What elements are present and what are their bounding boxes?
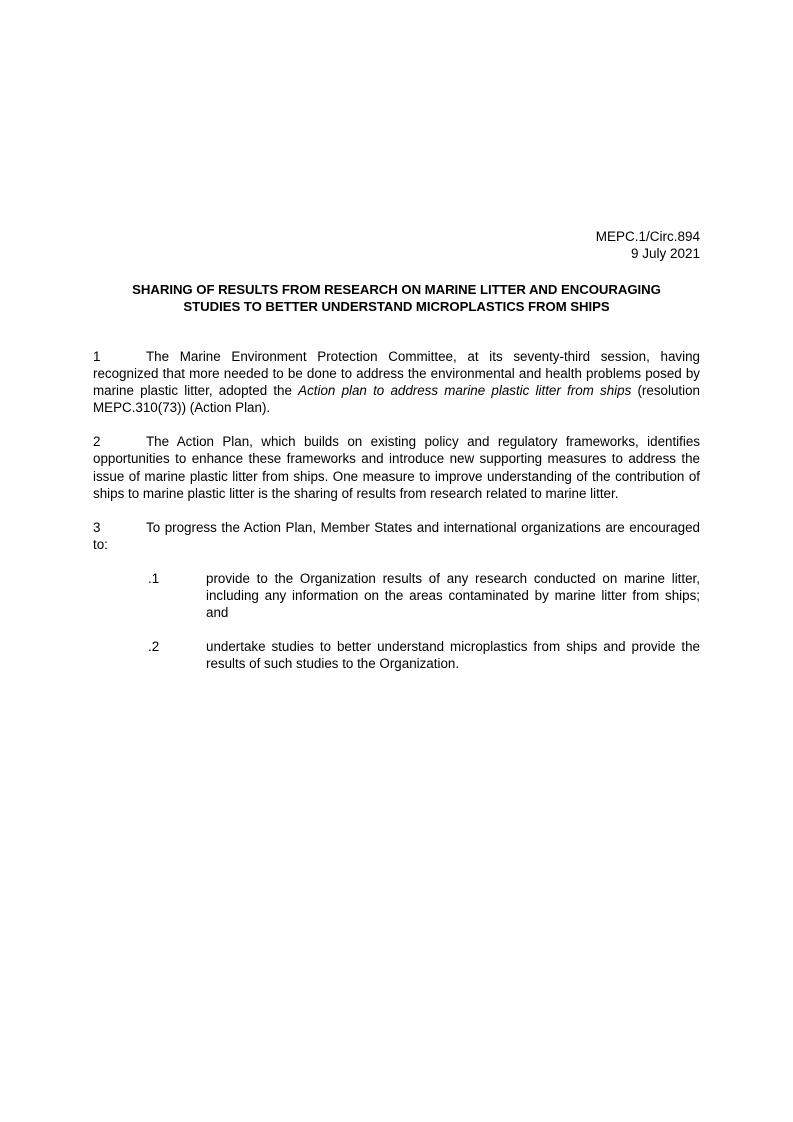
paragraph-1	[93, 348, 700, 416]
document-body	[93, 348, 700, 672]
document-reference-header	[93, 228, 700, 262]
paragraph-3	[93, 519, 700, 553]
paragraph-1-italic-title: Action plan to address marine plastic litter from ships	[298, 383, 632, 399]
document-date: 9 July 2021	[630, 246, 700, 261]
sub-item-1-marker: .1	[148, 570, 160, 586]
document-reference-number: MEPC.1/Circ.894	[595, 229, 700, 244]
paragraph-3-text: To progress the Action Plan, Member States and international organizations are encouraged to:	[93, 519, 700, 552]
sub-item-2-text: undertake studies to better understand microplastics from ships and provide the results of such studies to the Organization.	[206, 639, 700, 672]
sub-item-2	[93, 638, 700, 672]
paragraph-3-number: 3	[93, 519, 101, 535]
paragraph-1-number: 1	[93, 349, 101, 364]
sub-item-1-text: provide to the Organization results of any research conducted on marine litter, including any information on the areas contaminated by marine litter from ships; and	[206, 570, 700, 621]
paragraph-2-text: The Action Plan, which builds on existing policy and regulatory frameworks, identifies opportunities to enhance these frameworks and introduce new supporting measures to address the issue of marine plastic litter from ships. One measure to improve understanding of the contribution of ships to marine plastic litter is the sharing of results from research related to marine litter.	[93, 434, 700, 501]
document-title-line-1: SHARING OF RESULTS FROM RESEARCH ON MARINE LITTER AND ENCOURAGING	[132, 282, 661, 297]
paragraph-2	[93, 433, 700, 501]
document-title	[93, 281, 700, 315]
paragraph-2-number: 2	[93, 434, 101, 450]
sub-item-2-marker: .2	[148, 639, 160, 655]
sub-item-list	[93, 570, 700, 672]
paragraph-1-text-after-italic: (resolution MEPC.310(73)) (Action Plan).	[93, 383, 700, 416]
paragraph-1-text-before-italic: The Marine Environment Protection Committee, at its seventy-third session, having recognized that more needed to be done to address the environmental and health problems posed by marine plastic litter, adopted the	[93, 349, 700, 399]
document-title-line-2: STUDIES TO BETTER UNDERSTAND MICROPLASTICS FROM SHIPS	[183, 299, 610, 314]
sub-item-1	[93, 570, 700, 621]
